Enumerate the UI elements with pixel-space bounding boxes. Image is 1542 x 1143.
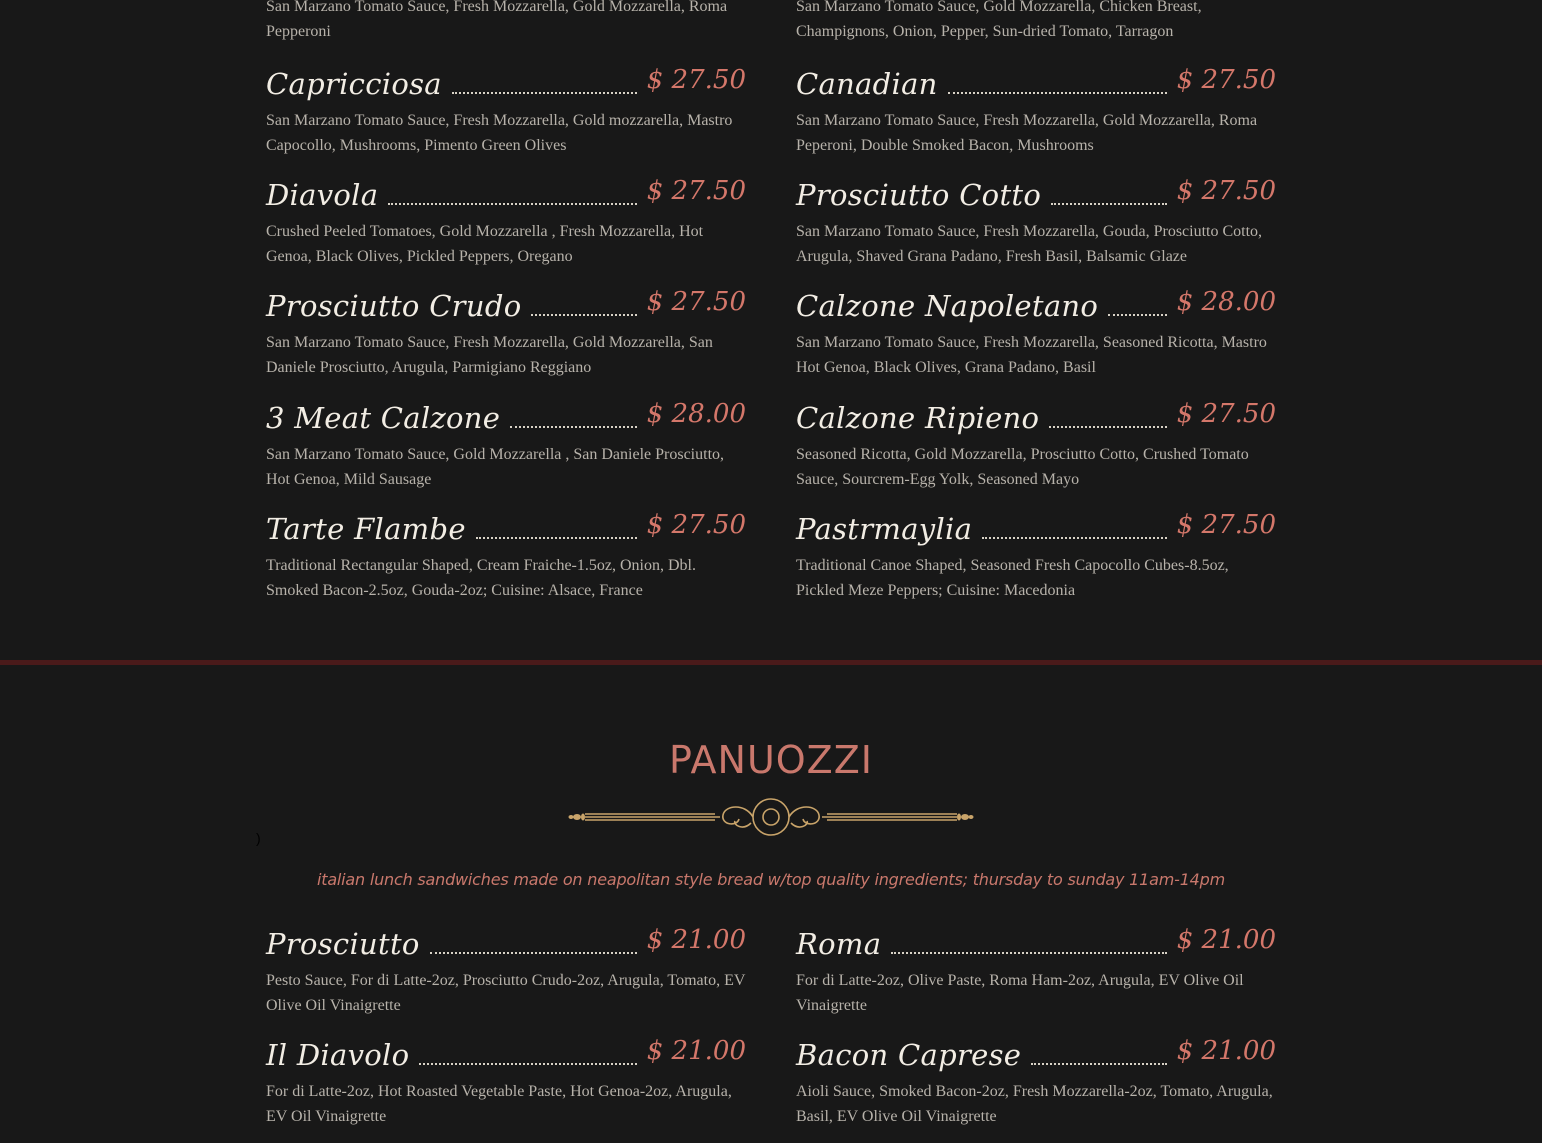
menu-item-prosciutto-crudo [266,286,746,380]
menu-item-price: $ 27.50 [1176,510,1276,540]
menu-item-name: 3 Meat Calzone [266,401,501,435]
menu-item-description: For di Latte-2oz, Hot Roasted Vegetable Paste, Hot Genoa-2oz, Arugula, EV Oil Vinaigrette [266,1083,732,1125]
menu-item-price: $ 21.00 [1176,925,1276,955]
menu-item-price: $ 21.00 [646,925,746,955]
dotted-leader [531,313,636,316]
menu-item-description: Seasoned Ricotta, Gold Mozzarella, Prosciutto Cotto, Crushed Tomato Sauce, Sourcrem-Egg Yolk, Seasoned Mayo [796,446,1249,488]
dotted-leader [1108,313,1167,316]
menu-item-description: Crushed Peeled Tomatoes, Gold Mozzarella , Fresh Mozzarella, Hot Genoa, Black Olives, Pickled Peppers, Oregano [266,223,704,265]
menu-item-name: Calzone Napoletano [796,289,1099,323]
dotted-leader [419,1062,636,1065]
dotted-leader [982,536,1167,539]
menu-item-prosciutto-cotto [796,175,1276,269]
menu-item-price: $ 28.00 [646,399,746,429]
menu-item-price: $ 27.50 [1176,176,1276,206]
dotted-leader [1031,1062,1167,1065]
dotted-leader [891,951,1166,954]
menu-item-bacon-caprese [796,1035,1276,1129]
menu-item-description: San Marzano Tomato Sauce, Fresh Mozzarella, Gold Mozzarella, Roma Pepperoni [266,0,728,40]
menu-item-name: Il Diavolo [266,1038,410,1072]
dotted-leader [476,536,637,539]
menu-item-prosciutto [266,924,746,1018]
section-title: PANUOZZI [669,738,873,782]
dotted-leader [510,425,637,428]
menu-item-name: Diavola [266,178,379,212]
menu-item-description: San Marzano Tomato Sauce, Fresh Mozzarella, Seasoned Ricotta, Mastro Hot Genoa, Black Olives, Grana Padano, Basil [796,334,1267,376]
menu-item-price: $ 27.50 [646,65,746,95]
menu-item-description: San Marzano Tomato Sauce, Fresh Mozzarella, Gold Mozzarella, San Daniele Prosciutto, Arugula, Parmigiano Reggiano [266,334,713,376]
menu-item-name: Prosciutto Cotto [796,178,1042,212]
menu-item-description: San Marzano Tomato Sauce, Gold Mozzarella , San Daniele Prosciutto, Hot Genoa, Mild Sausage [266,446,725,488]
menu-item-name: Capricciosa [266,67,442,101]
flourish-divider-icon [565,795,977,839]
dotted-leader [948,91,1167,94]
menu-item-description: Aioli Sauce, Smoked Bacon-2oz, Fresh Mozzarella-2oz, Tomato, Arugula, Basil, EV Olive Oil Vinaigrette [796,1083,1273,1125]
section-divider [0,660,1542,665]
menu-item-price: $ 21.00 [1176,1036,1276,1066]
menu-item-price: $ 27.50 [1176,399,1276,429]
dotted-leader [452,91,637,94]
menu-item-description: San Marzano Tomato Sauce, Fresh Mozzarella, Gold Mozzarella, Roma Peperoni, Double Smoked Bacon, Mushrooms [796,112,1258,154]
menu-item-price: $ 27.50 [646,176,746,206]
menu-item-name: Bacon Caprese [796,1038,1022,1072]
stray-character: ) [256,830,261,846]
menu-item-capricciosa [266,64,746,158]
menu-item-name: Calzone Ripieno [796,401,1040,435]
menu-item-diavola [266,175,746,269]
menu-item-canadian [796,64,1276,158]
menu-item-description: San Marzano Tomato Sauce, Fresh Mozzarella, Gouda, Prosciutto Cotto, Arugula, Shaved Grana Padano, Fresh Basil, Balsamic Glaze [796,223,1263,265]
menu-item-il-diavolo [266,1035,746,1129]
dotted-leader [430,951,637,954]
menu-item-price: $ 27.50 [646,510,746,540]
dotted-leader [1051,202,1167,205]
menu-item-name: Prosciutto [266,927,420,961]
menu-item-name: Pastrmaylia [796,512,973,546]
menu-item-price: $ 27.50 [646,287,746,317]
menu-item-description: For di Latte-2oz, Olive Paste, Roma Ham-2oz, Arugula, EV Olive Oil Vinaigrette [796,972,1244,1014]
menu-item-calzone-ripieno [796,398,1276,492]
menu-item-name: Prosciutto Crudo [266,289,522,323]
dotted-leader [388,202,636,205]
menu-item-calzone-napoletano [796,286,1276,380]
menu-item-tarte-flambe [266,509,746,603]
menu-item-name: Tarte Flambe [266,512,466,546]
menu-item-description: Pesto Sauce, For di Latte-2oz, Prosciutto Crudo-2oz, Arugula, Tomato, EV Olive Oil Vinaigrette [266,972,746,1014]
menu-item-roma [796,924,1276,1018]
menu-item-description: Traditional Canoe Shaped, Seasoned Fresh Capocollo Cubes-8.5oz, Pickled Meze Peppers; Cuisine: Macedonia [796,557,1229,599]
menu-item-pastrmaylia [796,509,1276,603]
menu-item-3-meat-calzone [266,398,746,492]
menu-item-description: San Marzano Tomato Sauce, Fresh Mozzarella, Gold mozzarella, Mastro Capocollo, Mushrooms, Pimento Green Olives [266,112,733,154]
section-subtitle: italian lunch sandwiches made on neapolitan style bread w/top quality ingredients; thursday to sunday 11am-14pm [317,870,1225,889]
menu-item-name: Roma [796,927,882,961]
menu-item-price: $ 28.00 [1176,287,1276,317]
menu-item-description: San Marzano Tomato Sauce, Gold Mozzarella, Chicken Breast, Champignons, Onion, Pepper, Sun-dried Tomato, Tarragon [796,0,1202,40]
menu-item-description: Traditional Rectangular Shaped, Cream Fraiche-1.5oz, Onion, Dbl. Smoked Bacon-2.5oz, Gouda-2oz; Cuisine: Alsace, France [266,557,696,599]
menu-item-name: Canadian [796,67,938,101]
menu-item-price: $ 21.00 [646,1036,746,1066]
dotted-leader [1049,425,1166,428]
menu-item-price: $ 27.50 [1176,65,1276,95]
